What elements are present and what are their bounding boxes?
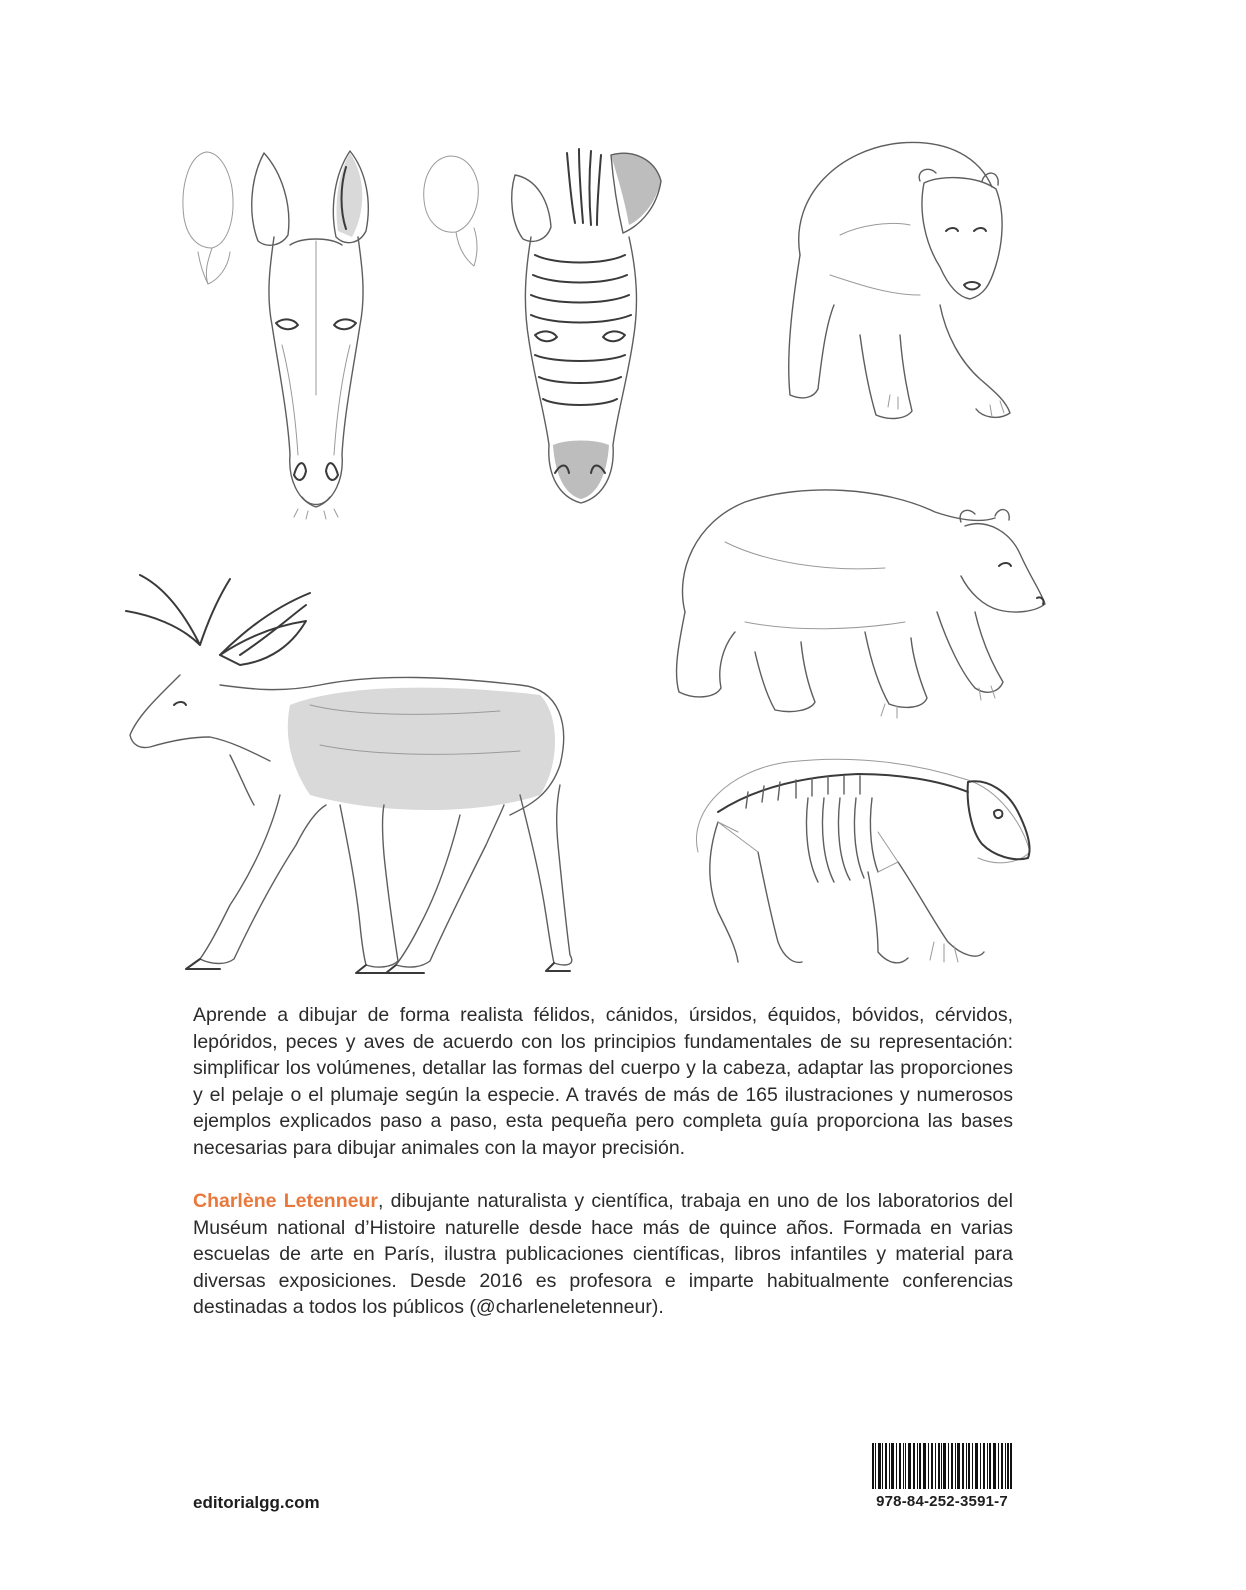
moose xyxy=(120,565,570,975)
zebra-head xyxy=(505,145,675,510)
horse-ear-sketch xyxy=(178,148,240,288)
isbn-number: 978-84-252-3591-7 xyxy=(876,1493,1008,1510)
author-bio-text: , dibujante naturalista y científica, trabaja en uno de los laboratorios del Muséum national d’Histoire naturelle desde hace más de quince años. Formada en varias escuelas de arte en París, ilustra publicaciones científicas, libros infantiles y material para diversas exposiciones. Desde 2016 es profesora e imparte habitualmente conferencias destinadas a todos los públicos (@charleneletenneur). xyxy=(193,1190,1013,1318)
horse-head xyxy=(242,145,390,520)
zebra-ear-sketch xyxy=(420,152,485,272)
bear-side-view xyxy=(665,482,1047,720)
book-description: Aprende a dibujar de forma realista félidos, cánidos, úrsidos, équidos, bóvidos, cérvidos, lepóridos, peces y aves de acuerdo con los principios fundamentales de su representación: simplificar los volúmenes, detallar las formas del cuerpo y la cabeza, adaptar las proporciones y el pelaje o el plumaje según la especie. A través de más de 165 ilustraciones y numerosos ejemplos explicados paso a paso, esta pequeña pero completa guía proporciona las bases necesarias para dibujar animales con la mayor precisión. xyxy=(193,1004,1013,1159)
isbn-barcode xyxy=(872,1443,1012,1489)
bear-skeleton xyxy=(678,752,1033,974)
author-name: Charlène Letenneur xyxy=(193,1190,378,1212)
publisher-website[interactable]: editorialgg.com xyxy=(193,1493,320,1512)
bear-front-view xyxy=(770,135,1030,433)
author-bio xyxy=(193,1188,1013,1321)
